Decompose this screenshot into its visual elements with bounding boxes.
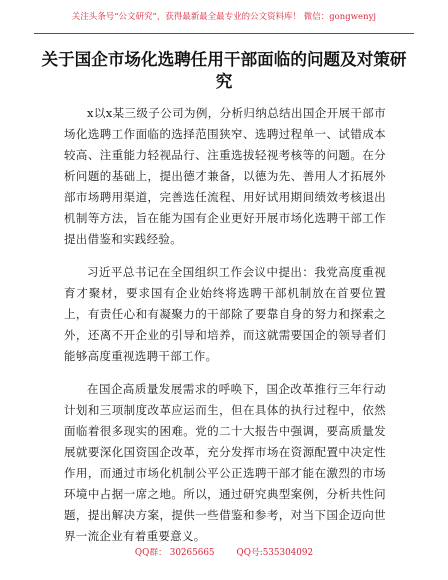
document-title: 关于国企市场化选聘任用干部面临的问题及对策研究 <box>41 50 407 91</box>
footer-contact <box>0 545 448 558</box>
paragraph-abstract: x以x某三级子公司为例，分析归纳总结出国企开展干部市场化选聘工作面临的选择范围狭窄、选聘过程单一、试错成本较高、注重能力轻视品行、注重选拔轻视考核等的问题。在分析问题的基础上，提出德才兼备，以德为先、善用人才拓展外部市场聘用渠道，完善选任流程、用好试用期间绩效考核退出机制等方法，旨在能为国有企业更好开展市场化选聘干部工作提出借鉴和实践经验。 <box>64 106 386 246</box>
header-note: 关注头条号“公文研究”，获得最新最全最专业的公文资料库！ 微信：gongwenyj <box>71 11 377 21</box>
paragraph-intro: 习近平总书记在全国组织工作会议中提出：我党高度重视育才聚材，要求国有企业始终将选聘干部机制放在首要位置上，有责任心和有凝聚力的干部除了要靠自身的努力和探索之外，还离不开企业的引导和培养，而这就需要国企的领导者们能够高度重视选聘干部工作。 <box>64 265 386 363</box>
document-body <box>64 103 386 559</box>
footer-qq: QQ号:535304092 <box>236 548 314 558</box>
header-divider <box>34 33 414 34</box>
footer-qq-group: QQ群： 30265665 <box>134 548 215 558</box>
paragraph-background: 在国企高质量发展需求的呼唤下，国企改革推行三年行动计划和三项制度改革应运而生，但在具体的执行过程中，依然面临着很多现实的困难。党的二十大报告中强调，要高质量发展就要深化国资国企改革，充分发挥市场在资源配置中决定性作用，而通过市场化机制公平公正选聘干部才能在激烈的市场环境中占据一席之地。所以，通过研究典型案例，分析共性问题，提出解决方案，提供一些借鉴和参考，对当下国企迈向世界一流企业有着重要意义。 <box>64 382 386 543</box>
